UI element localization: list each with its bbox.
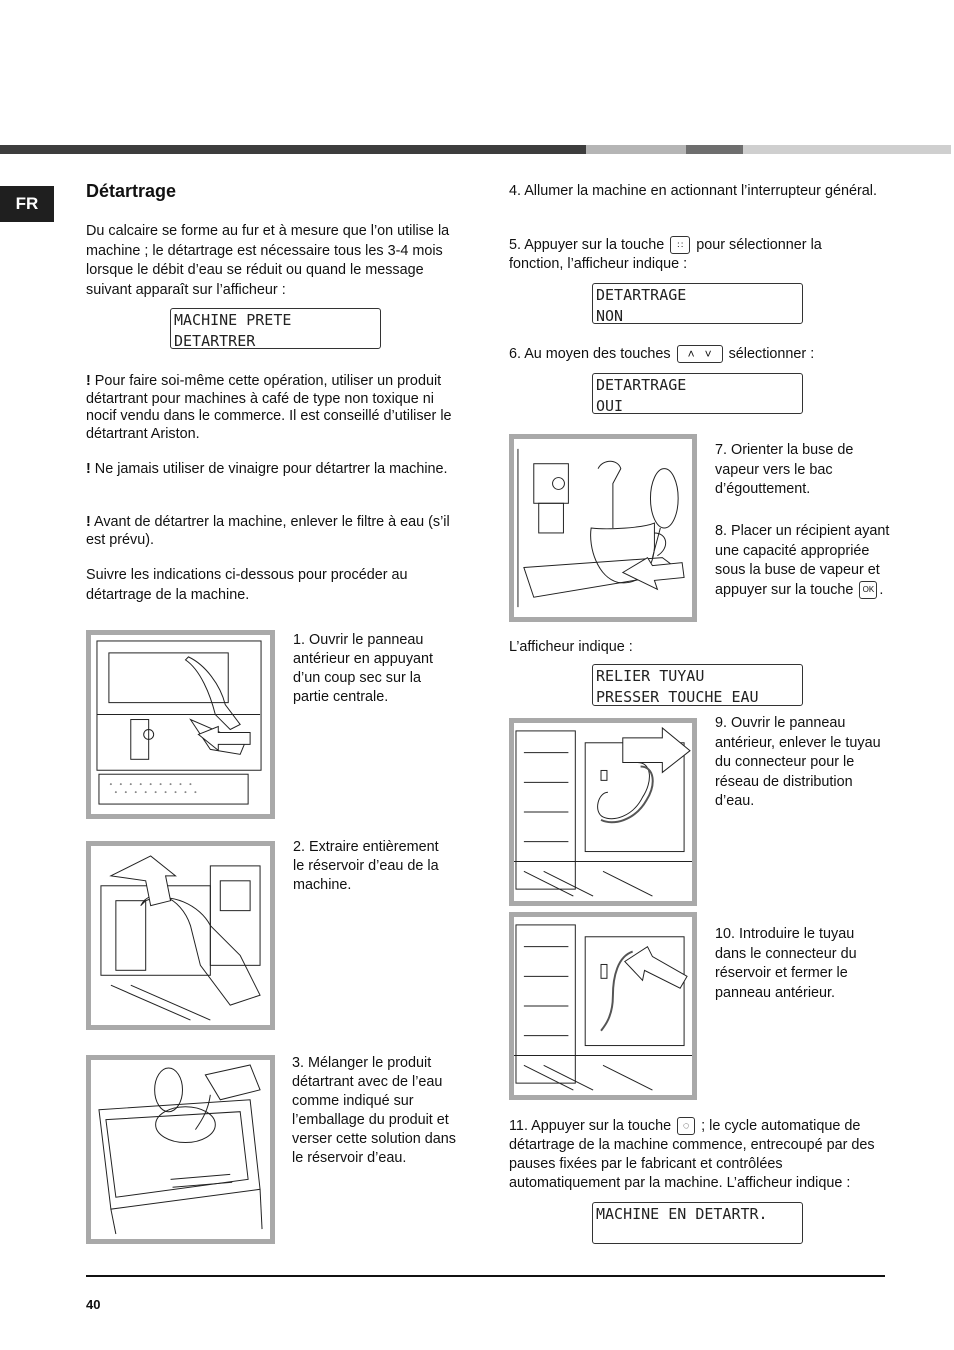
display-line: MACHINE EN DETARTR. xyxy=(596,1205,768,1223)
step-1: 1. Ouvrir le panneau antérieur en appuyant d’un coup sec sur la partie centrale. xyxy=(293,632,434,705)
header-bar-pale xyxy=(743,145,951,154)
language-tab: FR xyxy=(0,186,54,222)
follow-text: Suivre les indications ci-dessous pour procéder au détartrage de la machine. xyxy=(86,567,408,603)
warning-text: Ne jamais utiliser de vinaigre pour détartrer la machine. xyxy=(94,461,448,477)
display-relier-tuyau xyxy=(592,664,803,706)
warning-mark: ! xyxy=(86,514,91,530)
intro-text: Du calcaire se forme au fur et à mesure que l’on utilise la machine ; le détartrage est nécessaire tous les 3-4 mois lorsque le débit d’eau se réduit ou quand le message suivant apparaît sur l’afficheur : xyxy=(86,223,450,298)
page-number: 40 xyxy=(86,1297,101,1312)
menu-key-icon: ∷ xyxy=(670,236,690,254)
header-bar-dark xyxy=(0,145,586,154)
display-line: OUI xyxy=(596,397,624,415)
step-10: 10. Introduire le tuyau dans le connecteur du réservoir et fermer le panneau antérieur. xyxy=(715,926,857,1001)
figure-pour-descaler xyxy=(86,1055,275,1244)
step-8-text: 8. Placer un récipient ayant une capacité appropriée sous la buse de vapeur et appuyer sur la touche xyxy=(715,523,890,598)
step-5 xyxy=(509,236,879,274)
warning-mark: ! xyxy=(86,373,91,389)
header-bar-light xyxy=(586,145,686,154)
step-6 xyxy=(509,345,879,364)
step-7: 7. Orienter la buse de vapeur vers le bac d’égouttement. xyxy=(715,442,854,497)
step-9: 9. Ouvrir le panneau antérieur, enlever le tuyau du connecteur pour le réseau de distribution d’eau. xyxy=(715,715,881,809)
display-line: DETARTRAGE xyxy=(596,376,687,394)
step-11-text-b: ; le cycle automatique de détartrage de la machine commence, entrecoupé par des pauses fixées par le fabricant et contrôlées automatiquement par la machine. L’afficheur indique : xyxy=(509,1118,875,1191)
warning-text: Avant de détartrer la machine, enlever le filtre à eau (s’il est prévu). xyxy=(86,514,450,548)
warning-3 xyxy=(86,514,464,549)
figure-steam-nozzle xyxy=(509,434,697,622)
warning-mark: ! xyxy=(86,461,91,477)
step-2: 2. Extraire entièrement le réservoir d’eau de la machine. xyxy=(293,839,439,893)
step-4: 4. Allumer la machine en actionnant l’interrupteur général. xyxy=(509,183,877,199)
step-6-text-b: sélectionner : xyxy=(728,346,815,362)
arrow-keys-icon: ˄ ˅ xyxy=(677,345,723,363)
display-line: NON xyxy=(596,307,624,325)
step-3: 3. Mélanger le produit détartrant avec de l’eau comme indiqué sur l’emballage du produit et verser cette solution dans le réservoir d’eau. xyxy=(292,1055,456,1166)
step-5-text-a: 5. Appuyer sur la touche xyxy=(509,237,665,253)
display-machine-en-detartr xyxy=(592,1202,803,1244)
display-machine-prete xyxy=(170,308,381,349)
ok-key-icon: OK xyxy=(859,581,877,599)
figure-insert-hose xyxy=(509,912,697,1100)
warning-2 xyxy=(86,461,464,479)
figure-remove-hose-drawing xyxy=(514,723,692,901)
step-11 xyxy=(509,1117,889,1193)
warning-1 xyxy=(86,373,464,443)
display-line: RELIER TUYAU xyxy=(596,667,705,685)
display-detartrage-oui xyxy=(592,373,803,414)
display-line: MACHINE PRETE xyxy=(174,311,292,329)
figure-open-panel-drawing xyxy=(91,635,270,814)
display-detartrage-non xyxy=(592,283,803,324)
figure-pour-descaler-drawing xyxy=(91,1060,270,1239)
figure-remove-tank-drawing xyxy=(91,846,270,1025)
figure-insert-hose-drawing xyxy=(514,917,692,1095)
step-6-text-a: 6. Au moyen des touches xyxy=(509,346,671,362)
section-title: Détartrage xyxy=(86,181,177,201)
figure-remove-tank xyxy=(86,841,275,1030)
step-5-text-b: pour sélectionner la fonction, l’afficheur indique : xyxy=(509,237,822,272)
step-8: 8. Placer un récipient ayant une capacité appropriée sous la buse de vapeur et appuyer sur la touche OK . xyxy=(715,523,890,598)
footer-rule xyxy=(86,1275,885,1277)
water-key-icon: ◌ xyxy=(677,1117,695,1135)
step-11-text-a: 11. Appuyer sur la touche xyxy=(509,1118,672,1134)
figure-open-panel xyxy=(86,630,275,819)
figure-remove-hose xyxy=(509,718,697,906)
display-line: DETARTRAGE xyxy=(596,286,687,304)
display-line: PRESSER TOUCHE EAU xyxy=(596,688,759,706)
warning-text: Pour faire soi-même cette opération, utiliser un produit détartrant pour machines à café de type non toxique ni nocif vendu dans le commerce. Il est conseillé d’utiliser le détartrant Ariston. xyxy=(86,373,452,442)
display-line: DETARTRER xyxy=(174,332,256,350)
figure-steam-nozzle-drawing xyxy=(514,439,692,617)
display-label: L’afficheur indique : xyxy=(509,639,633,655)
header-bar-mid xyxy=(686,145,743,154)
